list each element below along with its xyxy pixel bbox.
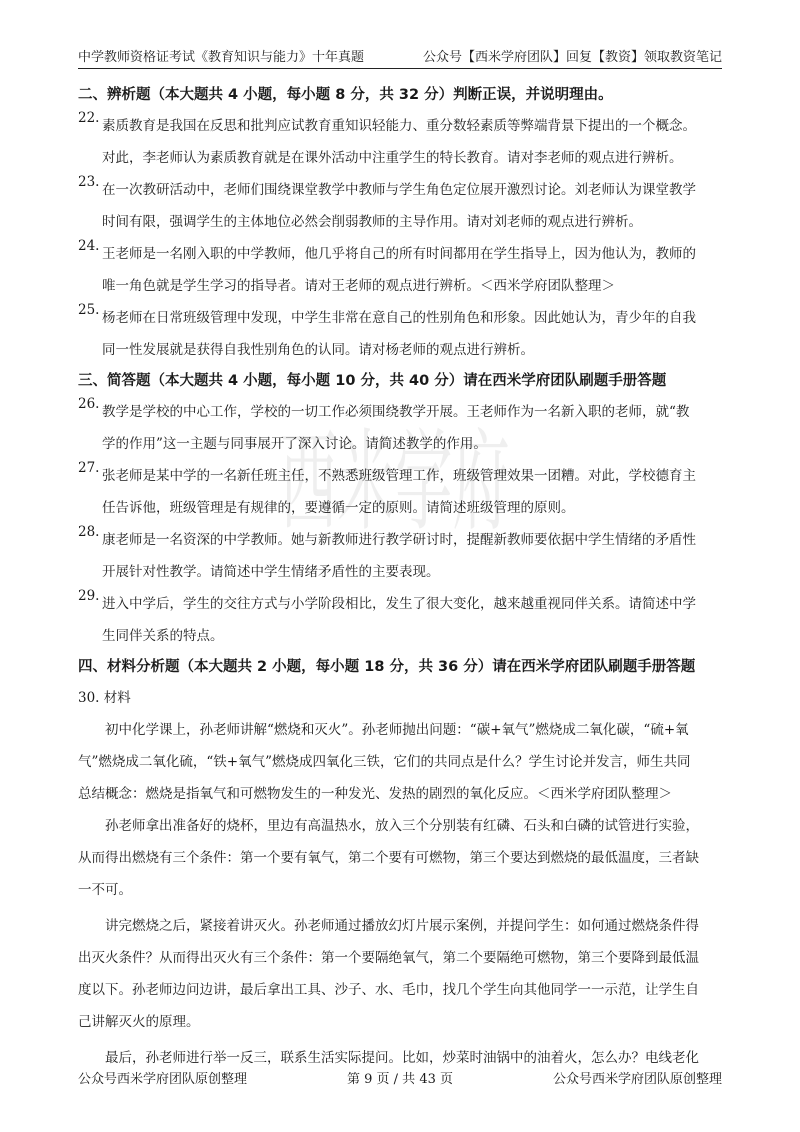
question-text: 张老师是某中学的一名新任班主任，不熟悉班级管理工作，班级管理效果一团糟。对此，学校德育主: [102, 468, 696, 484]
section-4-title: 四、材料分析题（本大题共 2 小题，每小题 18 分，共 36 分）请在西米学府团队刷题手册答题: [78, 659, 696, 675]
section-3-title: 三、简答题（本大题共 4 小题，每小题 10 分，共 40 分）请在西米学府团队刷题手册答题: [78, 373, 667, 389]
question-text: 杨老师在日常班级管理中发现，中学生非常在意自己的性别角色和形象。因此她认为，青少年的自我: [102, 310, 696, 326]
material-paragraph-2: [78, 810, 722, 906]
paragraph-line: 出灭火条件？从而得出灭火有三个条件：第一个要隔绝氧气，第二个要隔绝可燃物，第三个要降到最低温: [78, 950, 699, 966]
question-28: [78, 524, 722, 588]
question-text: 唯一角色就是学生学习的指导者。请对王老师的观点进行辨析。＜西米学府团队整理＞: [102, 278, 615, 294]
question-text: 素质教育是我国在反思和批判应试教育重知识轻能力、重分数轻素质等弊端背景下提出的一个概念。: [102, 118, 696, 134]
question-number: 23.: [78, 174, 100, 190]
header-left-text: 中学教师资格证考试《教育知识与能力》十年真题: [78, 50, 365, 65]
question-text: 教学是学校的中心工作，学校的一切工作必须围绕教学开展。王老师作为一名新入职的老师，就“教: [102, 404, 690, 420]
question-number: 29.: [78, 588, 100, 604]
question-text: 同一性发展就是获得自我性别角色的认同。请对杨老师的观点进行辨析。: [102, 342, 534, 358]
material-paragraph-3: [78, 910, 722, 1038]
paragraph-line: 度以下。孙老师边问边讲，最后拿出工具、沙子、水、毛巾，找几个学生向其他同学一一示范，让学生自: [78, 982, 699, 998]
question-text: 进入中学后，学生的交往方式与小学阶段相比，发生了很大变化，越来越重视同伴关系。请简述中学: [102, 596, 696, 612]
section-2-title: 二、辨析题（本大题共 4 小题，每小题 8 分，共 32 分）判断正误，并说明理由。: [78, 87, 613, 103]
question-25: [78, 302, 722, 366]
question-number: 26.: [78, 396, 100, 412]
question-number: 28.: [78, 524, 100, 540]
question-text: 时间有限，强调学生的主体地位必然会削弱教师的主导作用。请对刘老师的观点进行辨析。: [102, 214, 642, 230]
question-number: 22.: [78, 110, 100, 126]
question-text: 生同伴关系的特点。: [102, 628, 224, 644]
footer-right-text: 公众号西米学府团队原创整理: [552, 1072, 722, 1087]
question-26: [78, 396, 722, 460]
question-text: 任告诉他，班级管理是有规律的，要遵循一定的原则。请简述班级管理的原则。: [102, 500, 575, 516]
paragraph-line: 从而得出燃烧有三个条件：第一个要有氧气，第二个要有可燃物，第三个要达到燃烧的最低温度，三者缺: [78, 850, 699, 866]
paragraph-line: 最后，孙老师进行举一反三，联系生活实际提问。比如，炒菜时油锅中的油着火，怎么办？电线老化: [105, 1050, 699, 1066]
footer-left-text: 公众号西米学府团队原创整理: [78, 1072, 248, 1087]
paragraph-line: 初中化学课上，孙老师讲解“燃烧和灭火”。孙老师抛出问题：“碳+氧气”燃烧成二氧化碳，“硫+氧: [105, 722, 689, 738]
question-22: [78, 110, 722, 174]
question-24: [78, 238, 722, 302]
question-30-label: 30. 材料: [78, 690, 131, 706]
paragraph-line: 气”燃烧成二氧化硫，“铁+氧气”燃烧成四氧化三铁，它们的共同点是什么？学生讨论并发言，师生共同: [78, 754, 691, 770]
question-text: 开展针对性教学。请简述中学生情绪矛盾性的主要表现。: [102, 564, 440, 580]
question-text: 康老师是一名资深的中学教师。她与新教师进行教学研讨时，提醒新教师要依据中学生情绪的矛盾性: [102, 532, 696, 548]
question-text: 王老师是一名刚入职的中学教师，他几乎将自己的所有时间都用在学生指导上，因为他认为，教师的: [102, 246, 696, 262]
watermark-text: 西米学府: [280, 418, 510, 546]
paragraph-line: 讲完燃烧之后，紧接着讲灭火。孙老师通过播放幻灯片展示案例，并提问学生：如何通过燃烧条件得: [105, 918, 699, 934]
question-23: [78, 174, 722, 238]
question-29: [78, 588, 722, 652]
question-text: 学的作用”这一主题与同事展开了深入讨论。请简述教学的作用。: [102, 436, 487, 452]
page-number: 第 9 页 / 共 43 页: [347, 1072, 453, 1087]
paragraph-line: 总结概念：燃烧是指氧气和可燃物发生的一种发光、发热的剧烈的氧化反应。＜西米学府团队整理＞: [78, 786, 672, 802]
material-paragraph-1: [78, 714, 722, 810]
paragraph-line: 一不可。: [78, 882, 132, 898]
page-header: [78, 44, 722, 69]
question-number: 25.: [78, 302, 100, 318]
header-right-text: 公众号【西米学府团队】回复【教资】领取教资笔记: [422, 50, 722, 65]
question-number: 27.: [78, 460, 100, 476]
question-number: 24.: [78, 238, 100, 254]
paragraph-line: 己讲解灭火的原理。: [78, 1014, 200, 1030]
paragraph-line: 孙老师拿出准备好的烧杯，里边有高温热水，放入三个分别装有红磷、石头和白磷的试管进行实验，: [105, 818, 699, 834]
question-text: 对此，李老师认为素质教育就是在课外活动中注重学生的特长教育。请对李老师的观点进行辨析。: [102, 150, 683, 166]
question-27: [78, 460, 722, 524]
document-body: [78, 80, 722, 1074]
question-text: 在一次教研活动中，老师们围绕课堂教学中教师与学生角色定位展开激烈讨论。刘老师认为课堂教学: [102, 182, 696, 198]
